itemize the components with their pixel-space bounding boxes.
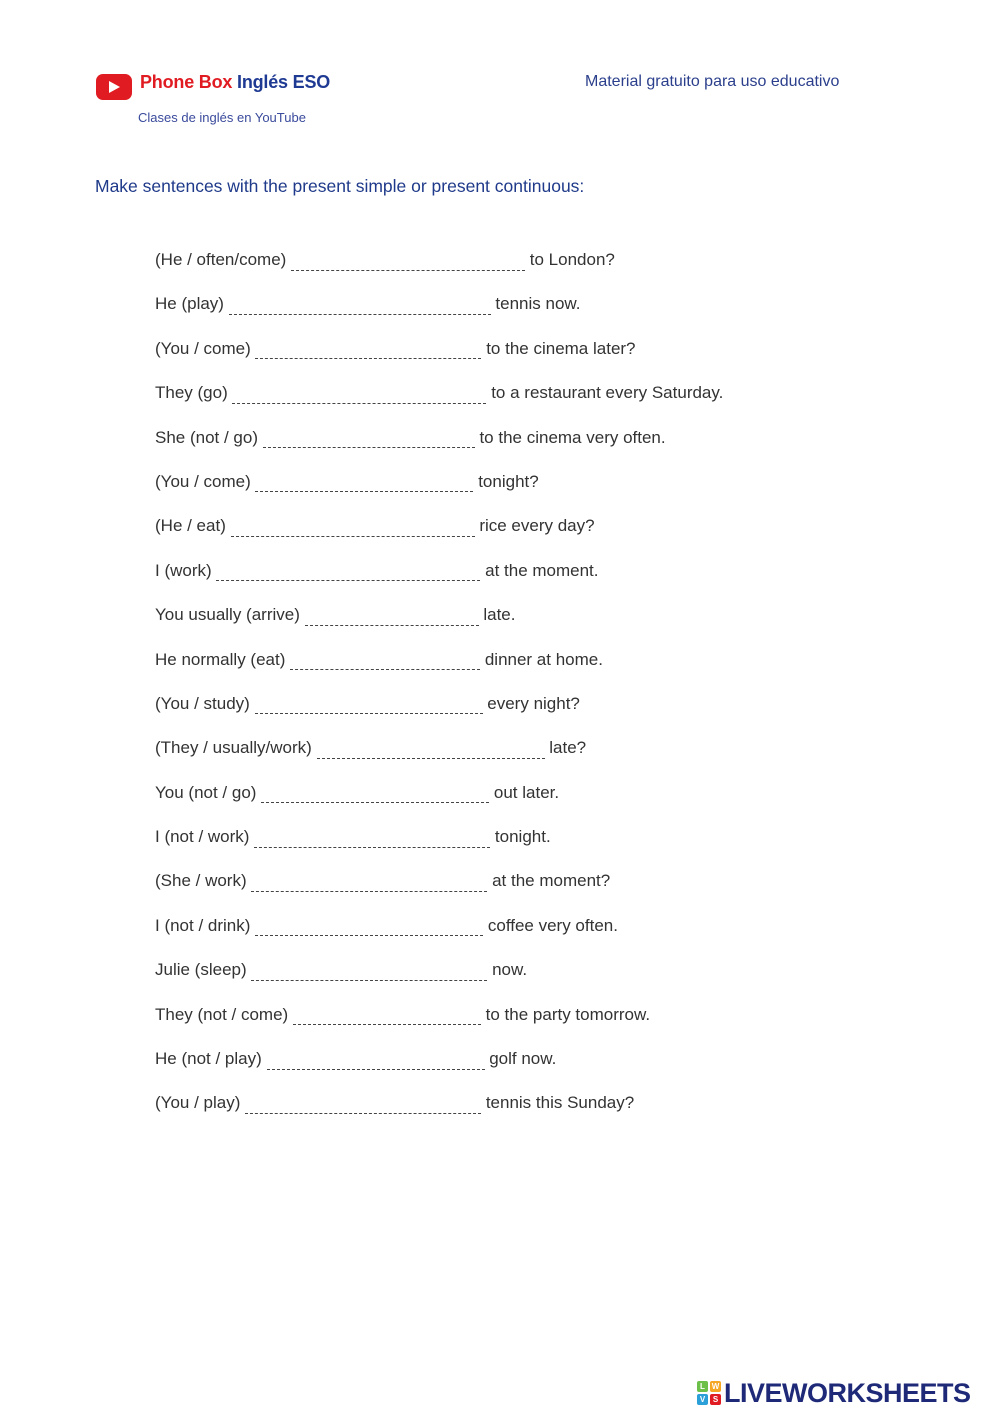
channel-name-blue: Inglés ESO [237, 72, 331, 92]
exercise-prompt: (You / play) [155, 1093, 246, 1113]
exercise-continuation: dinner at home. [480, 649, 603, 669]
answer-input[interactable] [255, 339, 481, 359]
youtube-play-icon [96, 74, 132, 100]
exercise-prompt: He normally (eat) [155, 649, 291, 669]
exercise-prompt: I (not / drink) [155, 915, 256, 935]
exercise-prompt: They (not / come) [155, 1004, 293, 1024]
exercise-continuation: late? [544, 738, 587, 758]
logo-square-v: V [697, 1394, 708, 1405]
exercise-item [155, 825, 723, 869]
exercise-prompt: He (not / play) [155, 1049, 267, 1069]
exercise-continuation: out later. [489, 782, 560, 802]
channel-name-red: Phone Box [140, 72, 233, 92]
exercise-item [155, 914, 723, 958]
exercise-item [155, 1091, 723, 1135]
logo-square-w: W [711, 1382, 720, 1391]
answer-input[interactable] [231, 517, 475, 537]
answer-input[interactable] [267, 1050, 485, 1070]
exercise-item [155, 292, 723, 336]
exercise-item [155, 514, 723, 558]
instructions-heading: Make sentences with the present simple or present continuous: [95, 176, 585, 196]
exercise-continuation: to the cinema later? [481, 338, 636, 358]
exercise-continuation: tennis this Sunday? [481, 1093, 635, 1113]
exercise-continuation: at the moment. [480, 560, 599, 580]
exercise-item [155, 736, 723, 780]
exercise-item [155, 781, 723, 825]
exercise-item [155, 1047, 723, 1091]
exercise-prompt: (They / usually/work) [155, 738, 317, 758]
channel-name [140, 72, 330, 93]
exercise-item [155, 869, 723, 913]
exercise-item [155, 248, 723, 292]
exercise-item [155, 1003, 723, 1047]
exercise-continuation: at the moment? [487, 871, 611, 891]
exercise-continuation: rice every day? [474, 516, 595, 536]
exercise-list [155, 248, 723, 1136]
exercise-prompt: Julie (sleep) [155, 960, 252, 980]
exercise-prompt: (He / eat) [155, 516, 231, 536]
logo-square-l: L [697, 1381, 708, 1392]
exercise-continuation: to London? [525, 250, 615, 269]
exercise-item [155, 648, 723, 692]
exercise-continuation: to the party tomorrow. [480, 1004, 651, 1024]
exercise-prompt: (You / come) [155, 471, 256, 491]
answer-input[interactable] [232, 384, 486, 404]
exercise-item [155, 958, 723, 1002]
exercise-prompt: You (not / go) [155, 782, 262, 802]
answer-input[interactable] [261, 783, 489, 803]
exercise-item [155, 603, 723, 647]
exercise-item [155, 337, 723, 381]
channel-subtitle: Clases de inglés en YouTube [138, 110, 306, 125]
answer-input[interactable] [291, 251, 525, 271]
exercise-continuation: every night? [482, 693, 580, 713]
exercise-continuation: tonight? [473, 471, 539, 491]
answer-input[interactable] [293, 1005, 481, 1025]
exercise-continuation: now. [487, 960, 528, 980]
exercise-prompt: (You / come) [155, 338, 256, 358]
liveworksheets-wordmark: LIVEWORKSHEETS [724, 1378, 971, 1408]
exercise-prompt: (You / study) [155, 693, 255, 713]
answer-input[interactable] [216, 561, 480, 581]
answer-input[interactable] [245, 1094, 481, 1114]
liveworksheets-icon [697, 1381, 721, 1405]
answer-input[interactable] [255, 472, 473, 492]
logo-square-s: S [710, 1394, 721, 1405]
exercise-item [155, 426, 723, 470]
exercise-prompt: They (go) [155, 383, 233, 403]
license-note: Material gratuito para uso educativo [585, 73, 840, 90]
exercise-prompt: You usually (arrive) [155, 605, 305, 625]
exercise-continuation: to a restaurant every Saturday. [486, 383, 724, 403]
exercise-prompt: (She / work) [155, 871, 252, 891]
exercise-prompt: I (not / work) [155, 827, 255, 847]
exercise-continuation: tonight. [490, 827, 551, 847]
answer-input[interactable] [317, 739, 545, 759]
answer-input[interactable] [255, 694, 483, 714]
exercise-item [155, 692, 723, 736]
exercise-item [155, 381, 723, 425]
answer-input[interactable] [263, 428, 475, 448]
answer-input[interactable] [229, 295, 491, 315]
answer-input[interactable] [251, 961, 487, 981]
exercise-continuation: tennis now. [490, 294, 581, 314]
answer-input[interactable] [305, 606, 479, 626]
exercise-continuation: coffee very often. [483, 915, 618, 935]
exercise-continuation: late. [478, 605, 516, 625]
exercise-continuation: to the cinema very often. [474, 427, 666, 447]
exercise-prompt: (He / often/come) [155, 250, 292, 269]
exercise-item [155, 470, 723, 514]
exercise-item [155, 559, 723, 603]
answer-input[interactable] [254, 828, 490, 848]
answer-input[interactable] [251, 872, 487, 892]
exercise-prompt: I (work) [155, 560, 217, 580]
exercise-prompt: He (play) [155, 294, 229, 314]
answer-input[interactable] [290, 650, 480, 670]
exercise-prompt: She (not / go) [155, 427, 263, 447]
answer-input[interactable] [255, 916, 483, 936]
exercise-continuation: golf now. [484, 1049, 557, 1069]
